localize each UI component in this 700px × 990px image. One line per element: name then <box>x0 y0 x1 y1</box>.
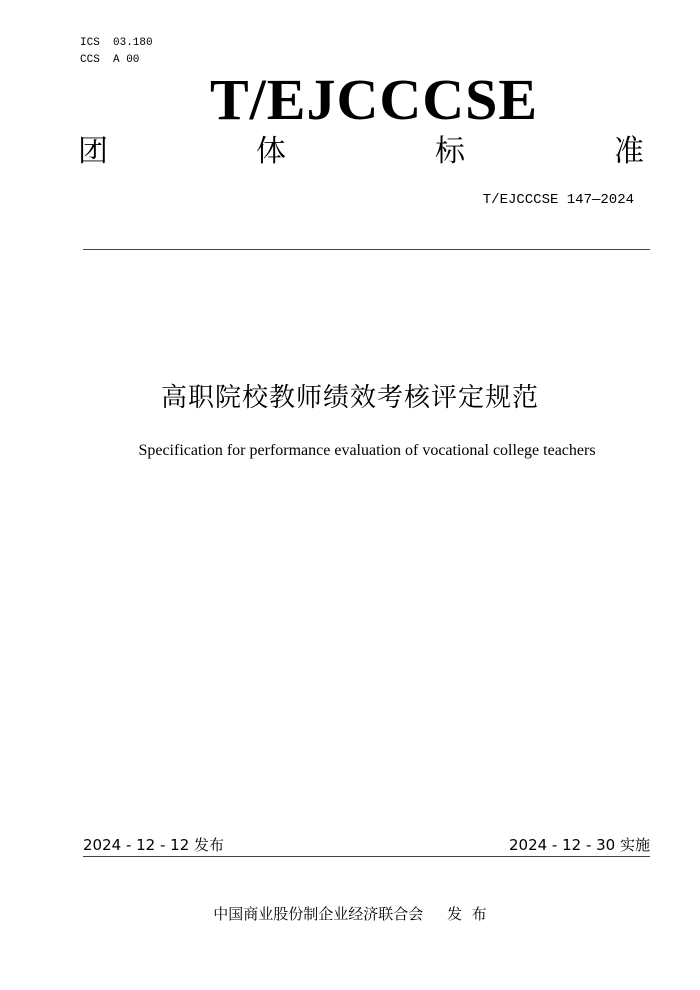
category-char-1: 团 <box>78 134 108 169</box>
publisher: 中国商业股份制企业经济联合会 发 布 <box>213 905 487 923</box>
implementation-date: 2024 - 12 - 30 实施 <box>508 836 650 854</box>
category-char-3: 标 <box>435 134 465 169</box>
issue-date: 2024 - 12 - 12 发布 <box>83 836 225 854</box>
ics-code: ICS 03.180 <box>80 37 153 49</box>
title-chinese: 高职院校教师绩效考核评定规范 <box>160 383 539 413</box>
standard-number: T/EJCCCSE 147—2024 <box>482 192 634 208</box>
title-english: Specification for performance evaluation of vocational college teachers <box>138 442 596 459</box>
footer-divider <box>83 856 650 857</box>
standard-code-logo: T/EJCCCSE <box>210 67 539 132</box>
category-char-2: 体 <box>256 134 286 169</box>
category-char-4: 准 <box>614 134 644 169</box>
header-divider <box>83 249 650 250</box>
ccs-code: CCS A 00 <box>80 54 140 66</box>
